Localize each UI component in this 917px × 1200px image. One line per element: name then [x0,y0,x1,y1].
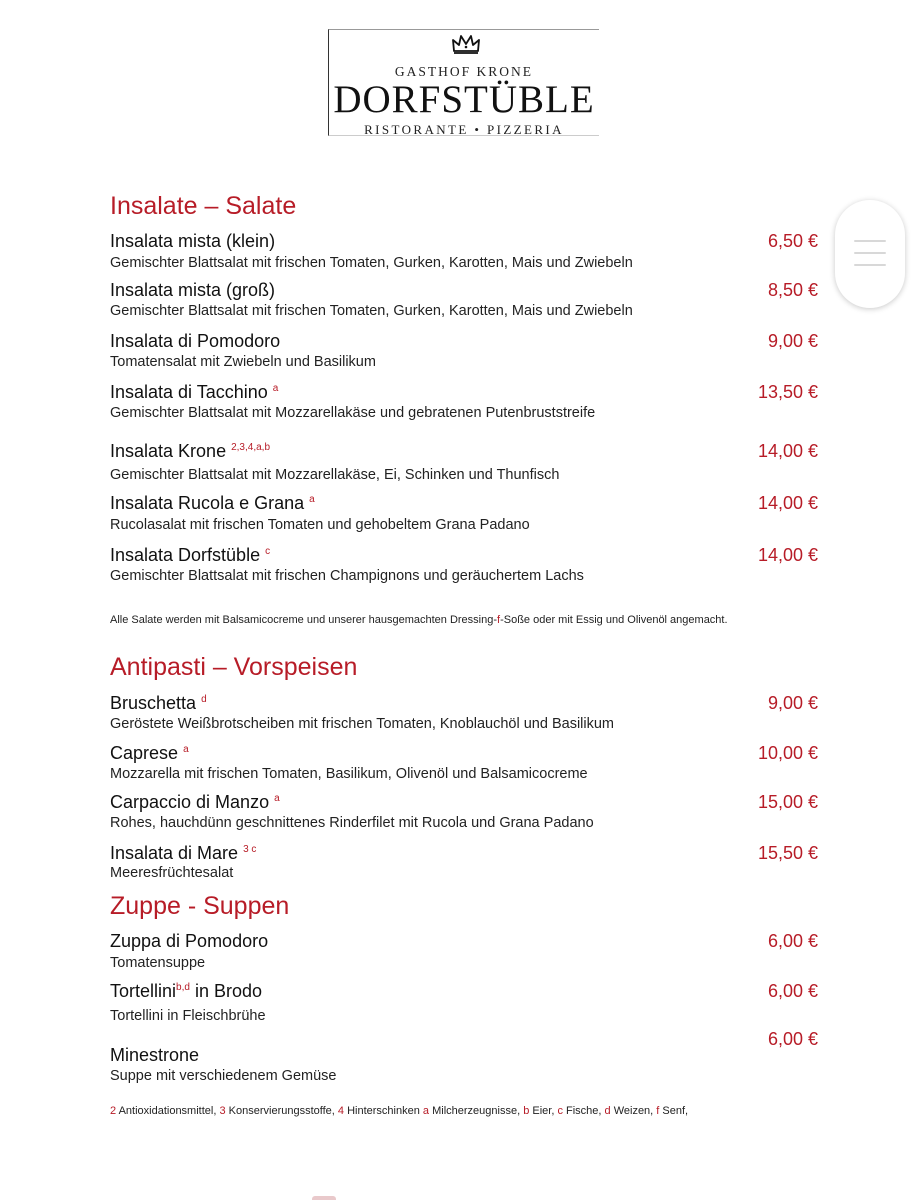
menu-item-name: Insalata mista (klein) [110,231,276,251]
menu-item-price: 14,00 € [757,441,818,461]
menu-item-name: Tortellini$^{b,d}$ in Brodo [110,981,262,1001]
allergen-codes: a [274,793,280,804]
menu-item-price: 6,00 € [767,931,818,951]
section-title-salads: Insalate – Salate [110,192,297,220]
menu-item-price: 9,00 € [767,693,818,713]
handle-line [854,240,886,242]
menu-item-description: Meeresfrüchtesalat [110,865,234,881]
menu-item-description: Rucolasalat mit frischen Tomaten und gehobeltem Grana Padano [110,517,530,533]
menu-item-price: 8,50 € [767,280,818,300]
handle-line [854,252,886,254]
menu-item-price: 6,00 € [767,981,818,1001]
restaurant-logo [328,29,599,136]
menu-item-description: Tomatensuppe [110,955,206,971]
logo-tagline: RISTORANTE • PIZZERIA [364,122,564,137]
allergen-legend: 2 Antioxidationsmittel, 3 Konservierungsstoffe, 4 Hinterschinken a Milcherzeugnisse, b Eier, c Fische, d Weizen, f Senf, [110,1105,689,1117]
allergen-codes: a [309,494,315,505]
section-title-soups: Zuppe - Suppen [110,892,290,920]
handle-line [854,264,886,266]
menu-item-description: Gemischter Blattsalat mit Mozzarellakäse und gebratenen Putenbruststreife [110,405,596,421]
menu-item-description: Mozzarella mit frischen Tomaten, Basilikum, Olivenöl und Balsamicocreme [110,766,588,782]
menu-item-description: Geröstete Weißbrotscheiben mit frischen Tomaten, Knoblauchöl und Basilikum [110,716,614,732]
menu-item-price: 15,50 € [757,843,818,863]
menu-item-description: Gemischter Blattsalat mit frischen Tomaten, Gurken, Karotten, Mais und Zwiebeln [110,303,633,319]
logo-subtitle: GASTHOF KRONE [394,64,534,79]
allergen-codes: a [183,744,189,755]
menu-item-price: 10,00 € [757,743,818,763]
allergen-codes: b,d [176,982,190,993]
page-indicator [312,1196,336,1200]
menu-item-name: Insalata mista (groß) [110,280,276,300]
menu-item-price: 6,50 € [767,231,818,251]
menu-item-description: Gemischter Blattsalat mit frischen Champignons und geräuchertem Lachs [110,568,584,584]
crown-icon [451,33,481,55]
menu-item-price: 13,50 € [757,382,818,402]
menu-item-description: Gemischter Blattsalat mit Mozzarellakäse, Ei, Schinken und Thunfisch [110,467,560,483]
salad-dressing-note: Alle Salate werden mit Balsamicocreme und unserer hausgemachten Dressing-f-Soße oder mit Essig und Olivenöl angemacht. [110,614,728,626]
menu-item-price: 9,00 € [767,331,818,351]
menu-item-name: Zuppa di Pomodoro [110,931,269,951]
allergen-codes: d [201,694,207,705]
menu-item-description: Gemischter Blattsalat mit frischen Tomaten, Gurken, Karotten, Mais und Zwiebeln [110,255,633,271]
scroll-handle[interactable] [835,200,905,308]
menu-item-name: Insalata di Pomodoro [110,331,281,351]
menu-item-name: Insalata Krone $^{2,3,4,a,b}$ [110,441,271,461]
menu-item-description: Rohes, hauchdünn geschnittenes Rinderfilet mit Rucola und Grana Padano [110,815,594,831]
menu-item-name: Insalata di Mare $^{3 c}$ [110,843,257,863]
menu-item-name: Minestrone [110,1045,200,1065]
menu-item-description: Tortellini in Fleischbrühe [110,1008,266,1024]
menu-item-price: 14,00 € [757,545,818,565]
allergen-codes: a [272,383,279,394]
menu-item-description: Tomatensalat mit Zwiebeln und Basilikum [110,354,376,370]
menu-item-name: Insalata Rucola e Grana $^a$ [110,493,315,513]
menu-item-name: Insalata Dorfstüble $^c$ [110,545,271,565]
allergen-codes: 2,3,4,a,b [231,442,271,453]
menu-item-price: 6,00 € [767,1029,818,1049]
allergen-codes: c [265,546,271,557]
menu-item-name: Carpaccio di Manzo $^a$ [110,792,280,812]
allergen-codes: 3 c [243,844,257,855]
section-title-antipasti: Antipasti – Vorspeisen [110,653,358,681]
menu-item-price: 14,00 € [757,493,818,513]
logo-title: DORFSTÜBLE [333,78,595,121]
menu-item-description: Suppe mit verschiedenem Gemüse [110,1068,337,1084]
menu-item-name: Insalata di Tacchino $^a$ [110,382,279,402]
menu-item-name: Bruschetta $^d$ [110,693,207,713]
menu-item-name: Caprese $^a$ [110,743,189,763]
menu-item-price: 15,00 € [757,792,818,812]
